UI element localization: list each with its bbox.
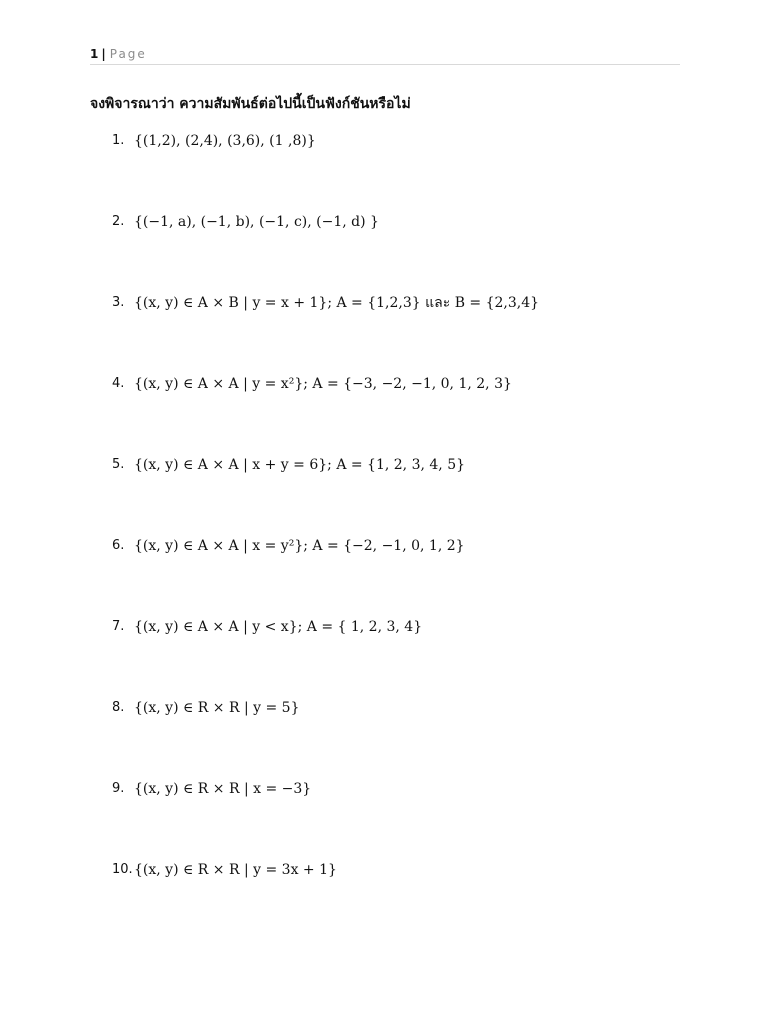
item-number: 7. [112,619,125,634]
item-expression: {(1,2), (2,4), (3,6), (1 ,8)} [134,133,316,149]
list-item [90,616,690,638]
list-item [90,130,690,152]
list-item [90,859,690,881]
item-number: 6. [112,538,125,553]
list-item [90,373,690,395]
item-expression: {(x, y) ∈ A × A | x + y = 6}; A = {1, 2, 3, 4, 5} [134,457,466,473]
item-number: 10. [112,862,133,877]
item-number: 4. [112,376,125,391]
item-expression: {(x, y) ∈ A × A | y = x²}; A = {−3, −2, −1, 0, 1, 2, 3} [134,376,512,392]
item-expression: {(x, y) ∈ R × R | x = −3} [134,781,312,797]
item-number: 3. [112,295,125,310]
item-expression: {(x, y) ∈ A × B | y = x + 1}; A = {1,2,3} และ B = {2,3,4} [134,295,540,311]
item-expression: {(x, y) ∈ R × R | y = 3x + 1} [134,862,337,878]
list-item [90,697,690,719]
item-number: 8. [112,700,125,715]
list-item [90,454,690,476]
page-label: Page [109,47,147,61]
item-expression: {(x, y) ∈ A × A | x = y²}; A = {−2, −1, 0, 1, 2} [134,538,465,554]
header-separator: | [101,47,106,61]
item-number: 5. [112,457,125,472]
list-item [90,211,690,233]
instruction-heading: จงพิจารณาว่า ความสัมพันธ์ต่อไปนี้เป็นฟังก์ชันหรือไม่ [90,96,411,112]
item-number: 9. [112,781,125,796]
list-item [90,778,690,800]
page-header [90,46,680,65]
item-expression: {(x, y) ∈ R × R | y = 5} [134,700,300,716]
page-number: 1 [90,47,99,61]
list-item [90,292,690,314]
item-expression: {(−1, a), (−1, b), (−1, c), (−1, d) } [134,214,379,230]
item-expression: {(x, y) ∈ A × A | y < x}; A = { 1, 2, 3, 4} [134,619,423,635]
item-number: 1. [112,133,125,148]
item-number: 2. [112,214,125,229]
list-item [90,535,690,557]
